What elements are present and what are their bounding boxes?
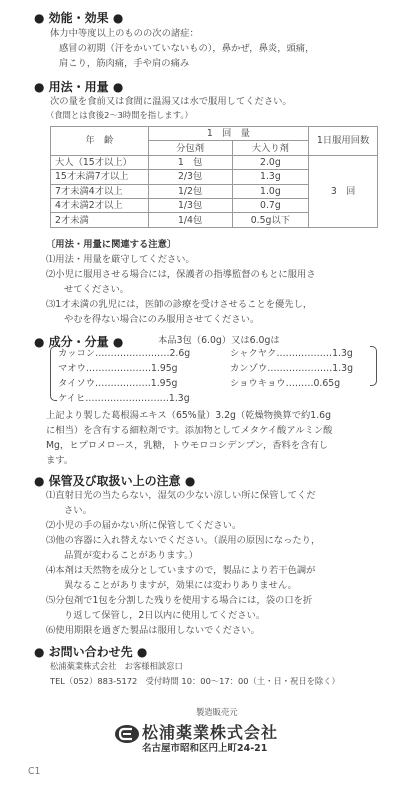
cell-packet: 2/3包	[148, 170, 232, 184]
composition-line: に相当）を含有する細粒剤です。添加物としてメタケイ酸アルミン酸	[46, 425, 333, 436]
usage-notes-heading: 〔用法・用量に関連する注意〕	[46, 239, 177, 250]
usage-note: ⑵小児に服用させる場合には，保護者の指導監督のもとに服用さ	[46, 269, 316, 280]
effects-heading: ● 効能・効果 ●	[34, 11, 124, 25]
header-age: 年 齢	[51, 127, 149, 156]
header-packet: 分包剤	[148, 141, 232, 155]
cell-age: 2才未満	[51, 213, 149, 227]
storage-line: ⑶他の容器に入れ替えないでください。（誤用の原因になったり，	[46, 535, 321, 546]
effects-line: 肩こり，筋肉痛，手や肩の痛み	[59, 58, 190, 69]
usage-line: （食間とは食後2〜3時間を指します。）	[46, 110, 193, 120]
cell-daily: 3 回	[309, 155, 378, 227]
company-name: 松浦薬業株式会社	[142, 723, 279, 742]
cell-packet: 1 包	[148, 155, 232, 169]
ingredient-row: ケイヒ………………………1.3g	[58, 393, 190, 404]
contact-name: 松浦薬業株式会社 お客様相談窓口	[50, 661, 183, 671]
cell-age: 15才未満7才以上	[51, 170, 149, 184]
storage-line: ⑹使用期限を過ぎた製品は服用しないでください。	[46, 625, 260, 636]
cell-packet: 1/2包	[148, 184, 232, 198]
header-daily-count: 1日服用回数	[309, 127, 378, 156]
cell-spoon: 0.7g	[232, 198, 309, 212]
cell-age: 7才未満4才以上	[51, 184, 149, 198]
ingredient-row: ショウキョウ………0.65g	[230, 378, 341, 389]
usage-note: せてください。	[64, 284, 130, 295]
cell-spoon: 1.3g	[232, 170, 309, 184]
ingredient-row: カンゾウ…………………1.3g	[230, 363, 353, 374]
usage-note: ⑴用法・用量を厳守してください。	[46, 254, 195, 265]
print-code: C1	[28, 766, 41, 777]
usage-line: 次の量を食前又は食間に温湯又は水で服用してください。	[50, 96, 292, 107]
ingredient-row: タイソウ………………1.95g	[58, 378, 178, 389]
cell-packet: 1/4包	[148, 213, 232, 227]
effects-line: 体力中等度以上のものの次の諸症：	[50, 28, 199, 39]
cell-spoon: 2.0g	[232, 155, 309, 169]
storage-line: ⑷本剤は天然物を成分としていますので，製品により若干色調が	[46, 565, 316, 576]
header-single-dose: 1 回 量	[148, 127, 309, 141]
company-logo-icon	[114, 724, 140, 744]
table-row	[51, 155, 378, 169]
cell-age: 4才未満2才以上	[51, 198, 149, 212]
storage-line: り返して保管し，2日以内に使用してください。	[64, 610, 266, 621]
dosage-table	[50, 126, 378, 228]
header-spoon: 大入り剤	[232, 141, 309, 155]
ingredient-bracket-left	[50, 346, 57, 401]
composition-intro: 本品3包（6.0g）又は6.0gは	[158, 335, 280, 346]
storage-line: ⑴直射日光の当たらない，湿気の少ない涼しい所に保管してくだ	[46, 490, 316, 501]
storage-line: 品質が変わることがあります。）	[64, 550, 199, 561]
usage-heading: ● 用法・用量 ●	[34, 80, 124, 94]
ingredient-row: マオウ…………………1.95g	[58, 363, 178, 374]
effects-line: 感冒の初期（汗をかいていないもの），鼻かぜ，鼻炎，頭痛，	[59, 43, 315, 54]
cell-spoon: 0.5g以下	[232, 213, 309, 227]
composition-line: ます。	[46, 455, 74, 466]
usage-note: ⑶1才未満の乳児には，医師の診療を受けさせることを優先し，	[46, 299, 313, 310]
composition-line: Mg，ヒプロメロース，乳糖，トウモロコシデンプン，香料を含有し	[46, 440, 329, 451]
maker-label: 製造販売元	[196, 707, 238, 717]
ingredient-row: シャクヤク………………1.3g	[230, 348, 353, 359]
composition-heading: ● 成分・分量 ●	[34, 335, 124, 349]
storage-line: さい。	[64, 505, 92, 516]
company-address: 名古屋市昭和区円上町24-21	[142, 743, 268, 754]
storage-heading: ● 保管及び取扱い上の注意 ●	[34, 474, 196, 488]
cell-spoon: 1.0g	[232, 184, 309, 198]
storage-line: 異なることがありますが，効果には変わりありません。	[64, 580, 297, 591]
contact-phone: TEL（052）883-5172 受付時間 10：00〜17：00（土・日・祝日を除く）	[50, 676, 340, 686]
composition-line: 上記より製した葛根湯エキス（65%量）3.2g（乾燥物換算で約1.6g	[46, 410, 331, 421]
storage-line: ⑵小児の手の届かない所に保管してください。	[46, 520, 242, 531]
contact-heading: ● お問い合わせ先 ●	[34, 645, 148, 659]
cell-packet: 1/3包	[148, 198, 232, 212]
usage-note: やむを得ない場合にのみ服用させてください。	[64, 314, 260, 325]
ingredient-bracket-right	[370, 346, 377, 386]
cell-age: 大人（15才以上）	[51, 155, 149, 169]
ingredient-row: カッコン……………………2.6g	[58, 348, 191, 359]
storage-line: ⑸分包剤で1包を分割した残りを使用する場合には，袋の口を折	[46, 595, 313, 606]
table-row	[51, 127, 378, 141]
